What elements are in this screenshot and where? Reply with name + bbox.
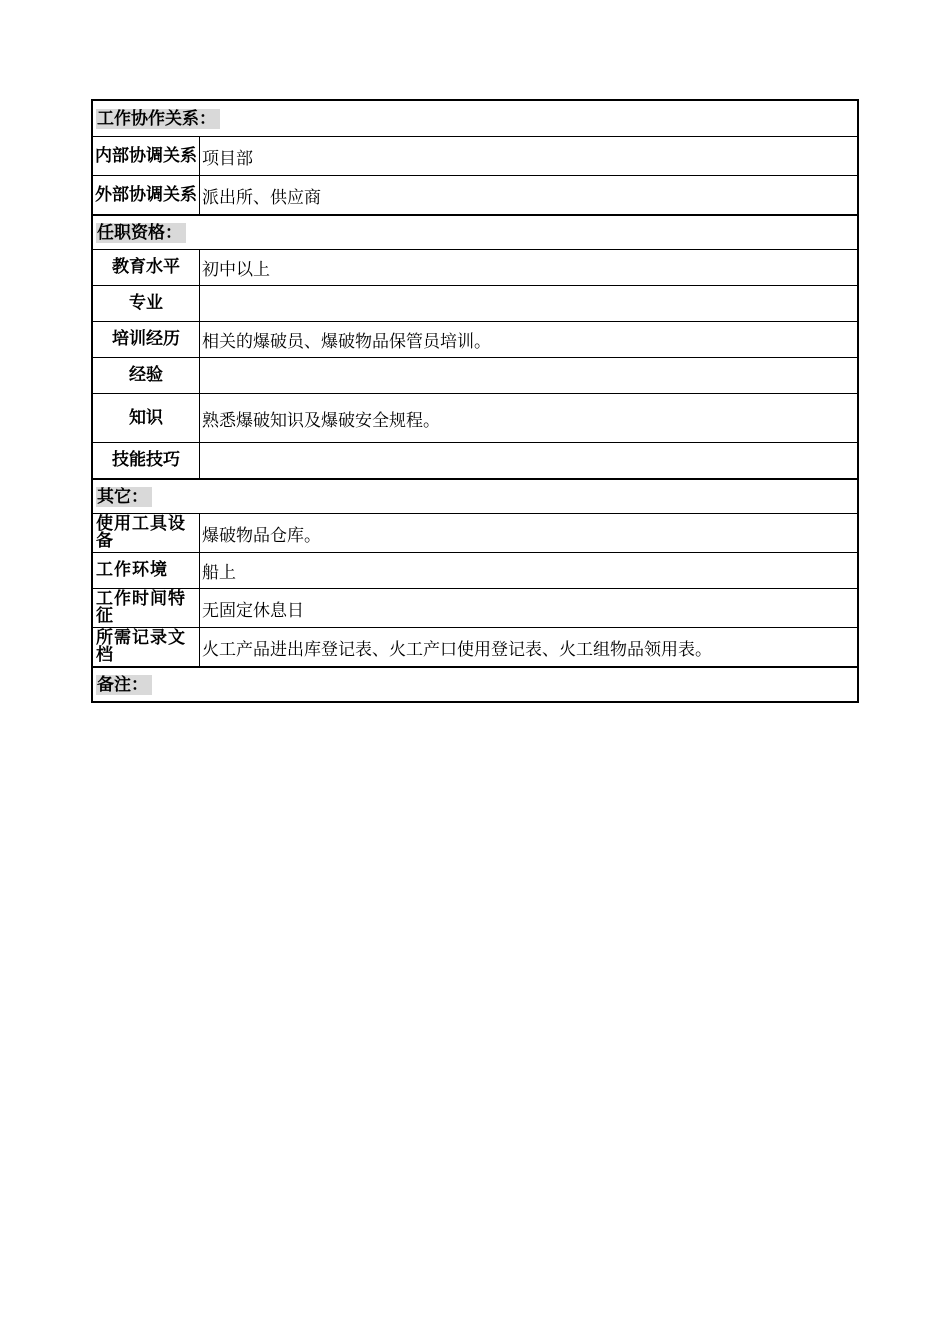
field-label: 外部协调关系	[93, 176, 200, 214]
field-label: 工作时间特征	[93, 589, 200, 627]
table-row	[93, 357, 857, 393]
field-label: 培训经历	[93, 322, 200, 357]
table-row	[93, 321, 857, 357]
field-value: 无固定休息日	[202, 600, 304, 621]
section-header-remarks	[93, 666, 857, 701]
field-value: 船上	[202, 563, 236, 583]
field-value: 相关的爆破员、爆破物品保管员培训。	[202, 332, 491, 352]
table-row	[93, 285, 857, 321]
table-row	[93, 552, 857, 588]
table-row	[93, 442, 857, 478]
table-row	[93, 175, 857, 214]
field-value	[200, 443, 857, 478]
field-value: 初中以上	[202, 260, 270, 280]
table-row	[93, 588, 857, 627]
job-description-table	[91, 99, 859, 703]
section-header-other	[93, 478, 857, 513]
field-label: 技能技巧	[93, 443, 200, 478]
field-label: 内部协调关系	[93, 137, 200, 175]
table-row	[93, 249, 857, 285]
table-row	[93, 627, 857, 666]
section-title: 工作协作关系：	[96, 109, 220, 129]
field-label: 使用工具设备	[93, 514, 200, 552]
field-label: 专业	[93, 286, 200, 321]
field-label: 所需记录文档	[93, 628, 200, 666]
section-title: 任职资格：	[96, 223, 186, 243]
section-header-qualification	[93, 214, 857, 249]
section-title: 备注：	[96, 675, 152, 695]
field-label: 知识	[93, 394, 200, 442]
field-value: 项目部	[202, 148, 253, 169]
field-label: 经验	[93, 358, 200, 393]
table-row	[93, 136, 857, 175]
table-row	[93, 513, 857, 552]
field-value: 熟悉爆破知识及爆破安全规程。	[202, 410, 440, 431]
section-title: 其它：	[96, 487, 152, 507]
section-header-cooperation	[93, 101, 857, 136]
field-value: 派出所、供应商	[202, 187, 321, 208]
field-value: 火工产品进出库登记表、火工产口使用登记表、火工组物品领用表。	[202, 639, 712, 660]
field-label: 教育水平	[93, 250, 200, 285]
table-row	[93, 393, 857, 442]
field-value: 爆破物品仓库。	[202, 525, 321, 546]
field-value	[200, 286, 857, 321]
field-value	[200, 358, 857, 393]
field-label: 工作环境	[93, 553, 200, 588]
